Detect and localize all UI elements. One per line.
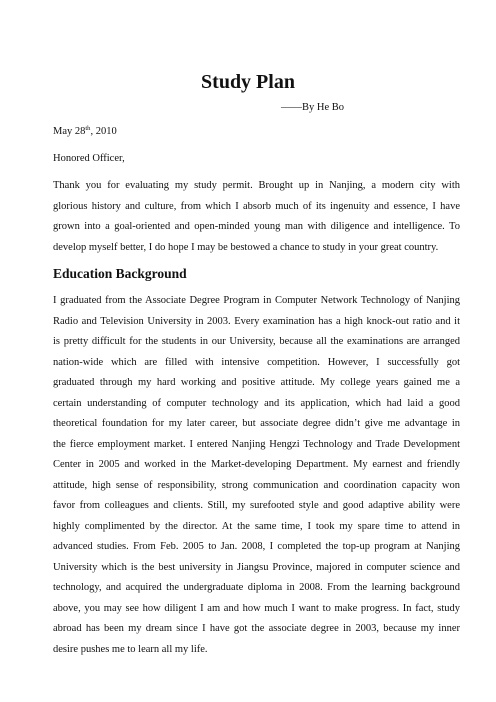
education-line: the fierce employment market. I entered Nanjing Hengzi Technology and Trade Development	[53, 438, 460, 450]
date-ordinal-suffix: th	[85, 125, 91, 132]
education-line: technology, and acquired the undergraduate diploma in 2008. From the learning background	[53, 582, 460, 593]
education-line: above, you may see how diligent I am and how much I want to make progress. In fact, study	[53, 602, 460, 614]
intro-paragraph	[53, 176, 460, 258]
education-paragraph	[53, 291, 460, 660]
intro-line: Thank you for evaluating my study permit. Brought up in Nanjing, a modern city with	[53, 180, 460, 191]
education-line: favor from colleagues and clients. Still, my surefooted style and good adaptive ability were	[53, 500, 460, 511]
intro-line: glorious history and culture, from which I absorb much of its ingenuity and essence, I have	[53, 200, 460, 212]
education-line: certain understanding of computer technology and its application, which had laid a good	[53, 397, 460, 409]
education-line: is pretty difficult for the students in our University, because all the examinations are arranged	[53, 336, 460, 347]
education-line: abroad has been my dream since I have got the associate degree in 2003, because my inner	[53, 623, 460, 634]
education-line: attitude, high sense of responsibility, strong communication and coordination capacity won	[53, 479, 460, 491]
education-line: graduated through my hard working and positive attitude. My college years gained me a	[53, 377, 460, 388]
education-line: University which is the best university in Jiangsu Province, majored in computer science and	[53, 561, 460, 573]
education-line: I graduated from the Associate Degree Program in Computer Network Technology of Nanjing	[53, 295, 460, 306]
letter-date	[53, 125, 117, 139]
salutation: Honored Officer,	[53, 153, 125, 164]
section-heading-education: Education Background	[53, 266, 187, 281]
education-line: desire pushes me to learn all my life.	[53, 643, 208, 655]
intro-line: develop myself better, I do hope I may be bestowed a chance to study in your great country.	[53, 241, 439, 253]
document-title: Study Plan	[201, 71, 295, 93]
date-year: , 2010	[90, 126, 117, 137]
education-line: nation-wide which are filled with intensive competition. However, I successfully got	[53, 356, 460, 368]
author-byline: ——By He Bo	[281, 102, 344, 113]
education-line: theoretical foundation for my later career, but associate degree didn’t give me advantage in	[53, 418, 460, 429]
education-line: highly complimented by the director. At the same time, I took my spare time to attend in	[53, 520, 460, 532]
education-line: advanced studies. From Feb. 2005 to Jan. 2008, I completed the top-up program at Nanjing	[53, 541, 460, 552]
education-line: Center in 2005 and worked in the Market-developing Department. My earnest and friendly	[53, 459, 460, 470]
date-month-day: May 28	[53, 126, 86, 137]
education-line: Radio and Television University in 2003. Every examination has a high knock-out ratio and it	[53, 315, 460, 327]
intro-line: grown into a goal-oriented and open-minded young man with diligence and intelligence. To	[53, 221, 460, 232]
